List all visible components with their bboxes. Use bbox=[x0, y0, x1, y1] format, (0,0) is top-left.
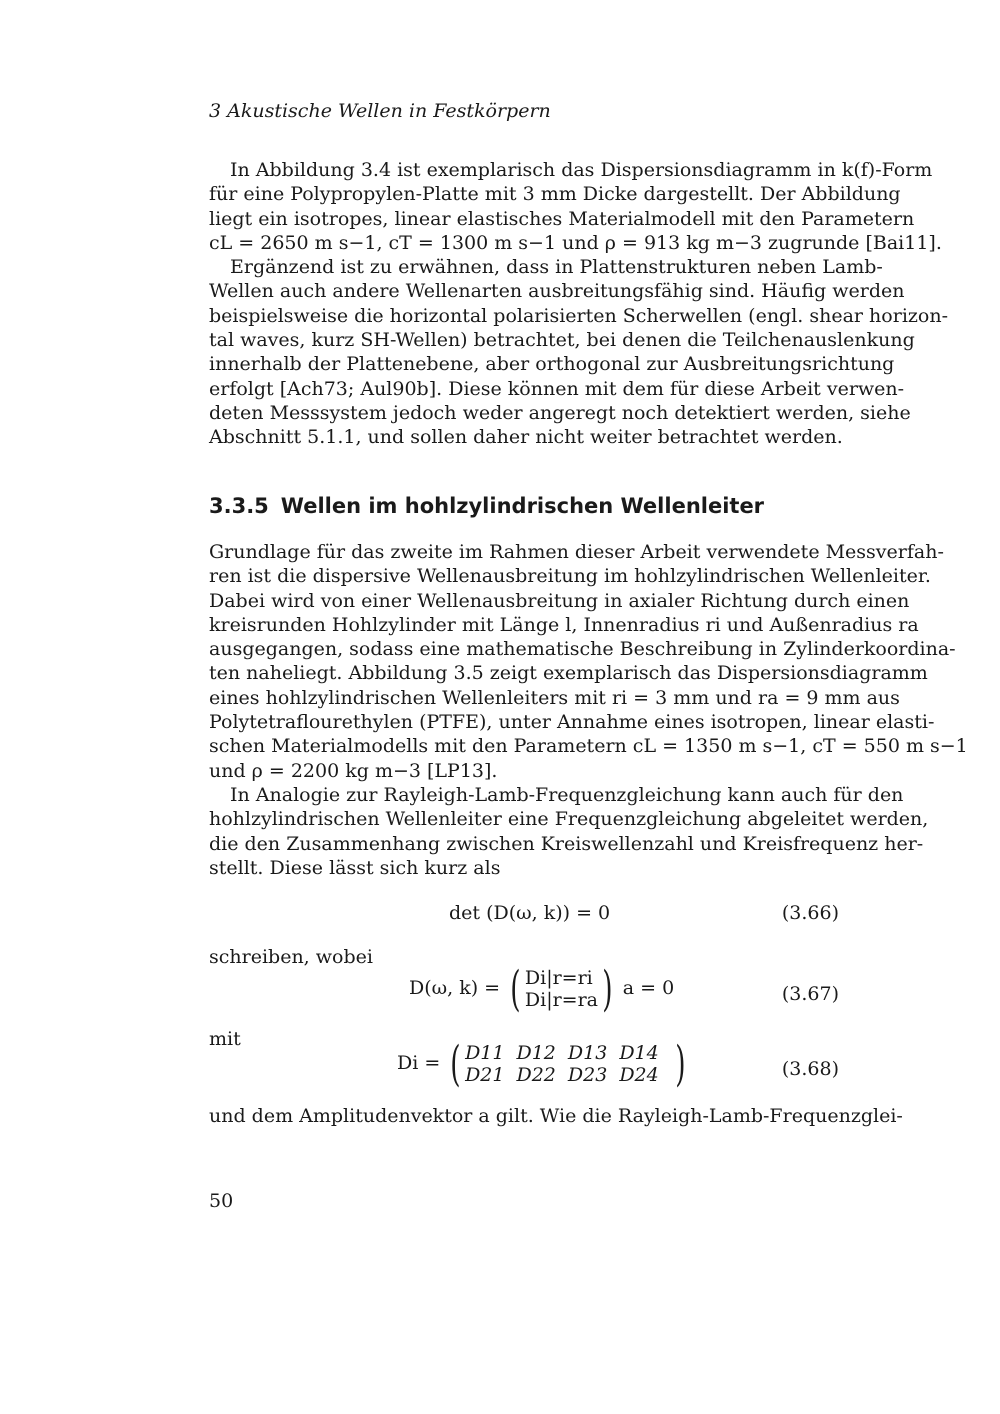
matrix-cell: D22 bbox=[516, 1064, 556, 1086]
matrix-cell: D14 bbox=[619, 1042, 659, 1064]
text-line: Wellen auch andere Wellenarten ausbreitungsfähig sind. Häufig werden bbox=[209, 280, 905, 303]
text-line: für eine Polypropylen-Platte mit 3 mm Dicke dargestellt. Der Abbildung bbox=[209, 183, 901, 206]
text-line: deten Messsystem jedoch weder angeregt noch detektiert werden, siehe bbox=[209, 401, 911, 424]
paragraph-hollow-cylinder bbox=[209, 540, 968, 880]
text-line: erfolgt [Ach73; Aul90b]. Diese können mit dem für diese Arbeit verwen- bbox=[209, 377, 905, 400]
text-line: cL = 2650 m s−1, cT = 1300 m s−1 und ρ = 913 kg m−3 zugrunde [Bai11]. bbox=[209, 231, 942, 254]
matrix-cell: D24 bbox=[619, 1064, 659, 1086]
text-line: stellt. Diese lässt sich kurz als bbox=[209, 856, 501, 879]
right-paren: ) bbox=[674, 1036, 686, 1092]
matrix-cell: D23 bbox=[567, 1064, 608, 1086]
left-paren: ( bbox=[450, 1036, 461, 1092]
text-line: liegt ein isotropes, linear elastisches Materialmodell mit den Parametern bbox=[209, 207, 915, 230]
text-line: beispielsweise die horizontal polarisierten Scherwellen (engl. shear horizon- bbox=[209, 304, 948, 327]
left-paren: ( bbox=[510, 961, 521, 1017]
text-line: innerhalb der Plattenebene, aber orthogonal zur Ausbreitungsrichtung bbox=[209, 353, 895, 376]
text-line: Polytetraflourethylen (PTFE), unter Annahme eines isotropen, linear elasti- bbox=[209, 711, 935, 734]
equation-number: (3.67) bbox=[781, 983, 839, 1005]
matrix bbox=[465, 1042, 671, 1086]
text-line: ren ist die dispersive Wellenausbreitung im hohlzylindrischen Wellenleiter. bbox=[209, 565, 931, 588]
paragraph-continuation bbox=[209, 1104, 903, 1128]
text-line: kreisrunden Hohlzylinder mit Länge l, Innenradius ri und Außenradius ra bbox=[209, 613, 919, 636]
equation-lead-text: schreiben, wobei bbox=[209, 946, 373, 968]
equation-number: (3.66) bbox=[781, 902, 839, 924]
vector-row: Di|r=ri bbox=[524, 967, 593, 989]
text-line: schen Materialmodells mit den Parametern cL = 1350 m s−1, cT = 550 m s−1 bbox=[209, 735, 968, 758]
section-title: Wellen im hohlzylindrischen Wellenleiter bbox=[280, 494, 765, 518]
equation-lead-text: mit bbox=[209, 1028, 241, 1050]
section-heading bbox=[209, 494, 764, 518]
text-line: tal waves, kurz SH-Wellen) betrachtet, bei denen die Teilchenauslenkung bbox=[209, 329, 915, 352]
equation-body bbox=[397, 1036, 689, 1092]
equation-rhs: a = 0 bbox=[622, 977, 675, 999]
vector-stack bbox=[525, 967, 598, 1011]
right-paren: ) bbox=[602, 961, 613, 1017]
page-number: 50 bbox=[209, 1190, 234, 1212]
matrix-cell: D21 bbox=[465, 1064, 505, 1086]
equation-lhs: D(ω, k) = bbox=[409, 977, 501, 999]
text-line: und ρ = 2200 kg m−3 [LP13]. bbox=[209, 759, 498, 782]
section-number: 3.3.5 bbox=[209, 494, 269, 518]
running-head: 3 Akustische Wellen in Festkörpern bbox=[209, 100, 551, 122]
equation-lhs: Di = bbox=[397, 1052, 441, 1074]
text-line: Dabei wird von einer Wellenausbreitung in axialer Richtung durch einen bbox=[209, 589, 910, 612]
text-line: In Analogie zur Rayleigh-Lamb-Frequenzgleichung kann auch für den bbox=[230, 783, 904, 806]
text-line: die den Zusammenhang zwischen Kreiswellenzahl und Kreisfrequenz her- bbox=[209, 832, 924, 855]
matrix-cell: D12 bbox=[516, 1042, 556, 1064]
equation-number: (3.68) bbox=[781, 1058, 839, 1080]
text-line: Abschnitt 5.1.1, und sollen daher nicht weiter betrachtet werden. bbox=[209, 426, 843, 449]
text-line: Ergänzend ist zu erwähnen, dass in Plattenstrukturen neben Lamb- bbox=[230, 256, 883, 279]
text-line: Grundlage für das zweite im Rahmen dieser Arbeit verwendete Messverfah- bbox=[209, 541, 944, 563]
text-line: ausgegangen, sodass eine mathematische Beschreibung in Zylinderkoordina- bbox=[209, 638, 956, 661]
matrix-cell: D13 bbox=[567, 1042, 608, 1064]
equation-body: det (D(ω, k)) = 0 bbox=[449, 902, 611, 924]
text-line: eines hohlzylindrischen Wellenleiters mit ri = 3 mm und ra = 9 mm aus bbox=[209, 686, 900, 709]
vector-row: Di|r=ra bbox=[524, 989, 599, 1011]
text-line: In Abbildung 3.4 ist exemplarisch das Dispersionsdiagramm in k(f)-Form bbox=[230, 159, 933, 181]
equation-body bbox=[409, 961, 675, 1017]
equation-3-67 bbox=[209, 961, 839, 1025]
text-line: hohlzylindrischen Wellenleiter eine Frequenzgleichung abgeleitet werden, bbox=[209, 808, 929, 831]
matrix-row bbox=[465, 1042, 671, 1064]
text-line: ten naheliegt. Abbildung 3.5 zeigt exemplarisch das Dispersionsdiagramm bbox=[209, 662, 928, 685]
matrix-row bbox=[465, 1064, 671, 1086]
matrix-cell: D11 bbox=[465, 1042, 505, 1064]
text-line: und dem Amplitudenvektor a gilt. Wie die Rayleigh-Lamb-Frequenzglei- bbox=[209, 1105, 903, 1127]
paragraph-intro bbox=[209, 158, 948, 450]
